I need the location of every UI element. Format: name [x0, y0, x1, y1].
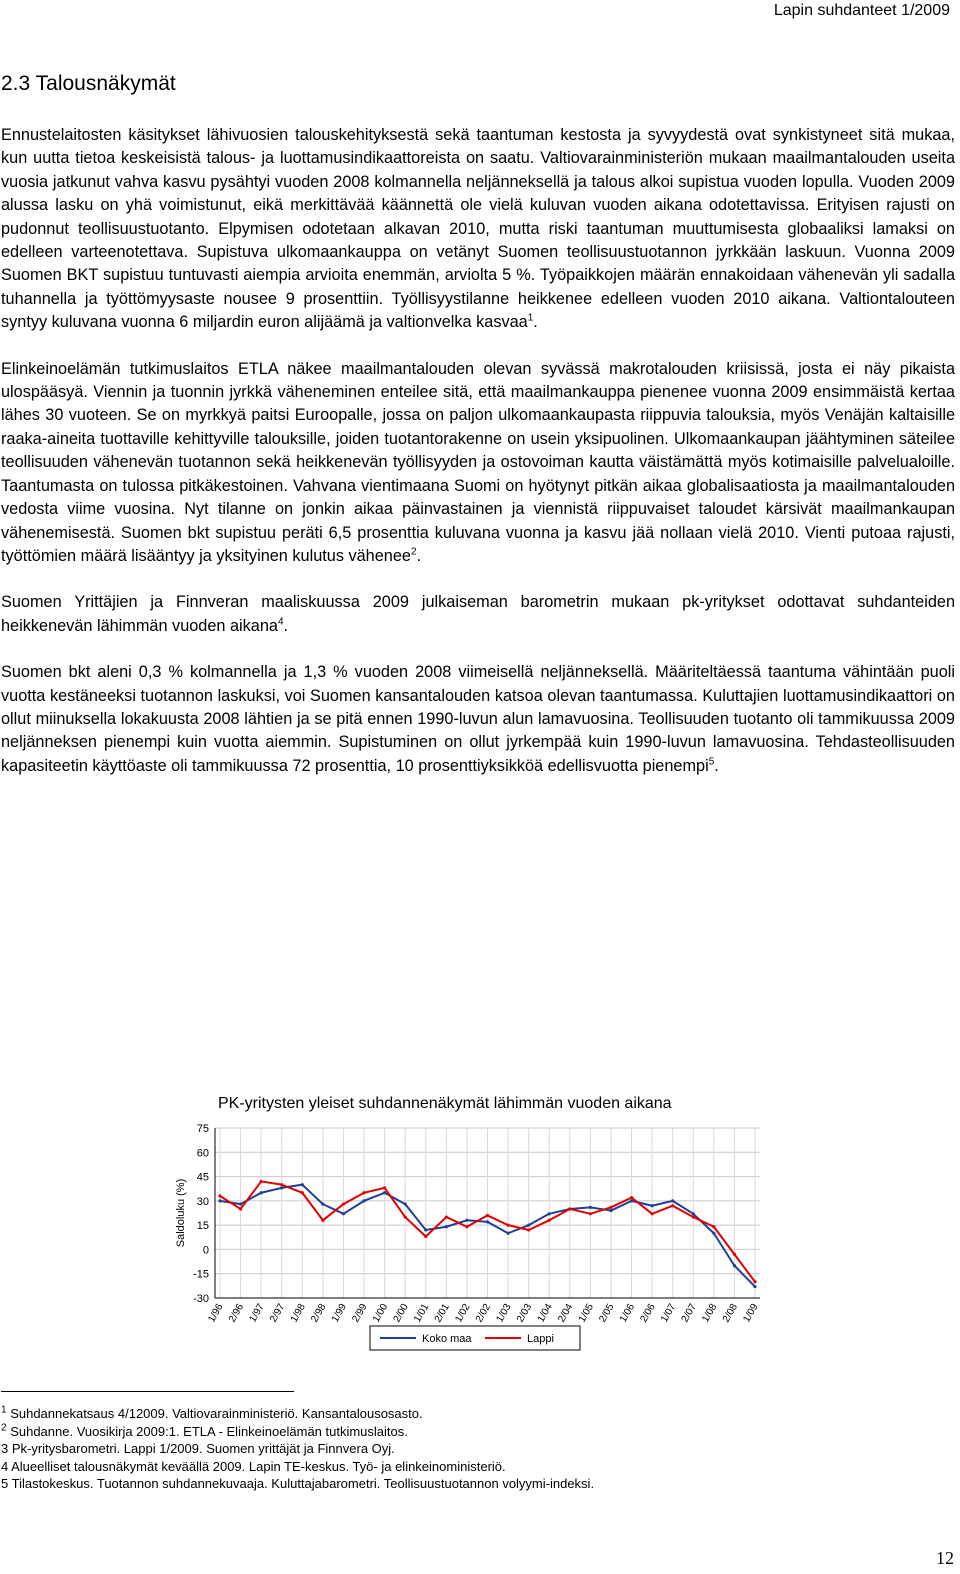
page-number: 12: [936, 1548, 954, 1568]
x-tick-label: 2/01: [432, 1302, 452, 1325]
x-tick-label: 1/02: [453, 1302, 473, 1325]
body-text: [1, 124, 955, 801]
x-tick-label: 1/04: [535, 1302, 555, 1325]
paragraph: [1, 358, 955, 569]
x-tick-label: 2/06: [638, 1302, 658, 1325]
data-point: [280, 1183, 283, 1186]
data-point: [321, 1202, 324, 1205]
footnote-ref: 1: [527, 312, 534, 324]
x-tick-label: 1/09: [741, 1302, 761, 1325]
y-tick-label: 75: [196, 1123, 209, 1135]
data-point: [753, 1280, 756, 1283]
data-point: [424, 1235, 427, 1238]
paragraph: [1, 661, 955, 778]
x-tick-label: 1/03: [494, 1302, 514, 1325]
x-tick-label: 2/04: [556, 1302, 576, 1325]
footnote-number: 1: [1, 1404, 7, 1416]
data-point: [342, 1202, 345, 1205]
chart-canvas: [170, 1090, 770, 1370]
x-tick-label: 2/98: [309, 1302, 329, 1325]
data-point: [692, 1215, 695, 1218]
x-tick-label: 1/05: [576, 1302, 596, 1325]
y-tick-label: 0: [202, 1244, 209, 1257]
footnotes: [1, 1405, 594, 1493]
paragraph-text: Suomen Yrittäjien ja Finnveran maaliskuussa 2009 julkaiseman barometrin mukaan pk-yritykset odottavat suhdanteiden heikkenevän lähimmän vuoden aikana: [1, 593, 955, 635]
footnote-number: 2: [1, 1422, 7, 1434]
x-tick-label: 1/01: [412, 1302, 432, 1325]
data-point: [671, 1204, 674, 1207]
footnote: [1, 1475, 594, 1493]
data-point: [362, 1199, 365, 1202]
x-tick-label: 1/00: [370, 1302, 391, 1325]
paragraph-text: Elinkeinoelämän tutkimuslaitos ETLA näkee maailmantalouden olevan syvässä makrotalouden kriisissä, josta ei näy pikaista ulospääsyä. Viennin ja tuonnin jyrkkä väheneminen enteilee sitä, että maailmankauppa pienenee vuonna 2009 ensimmäistä kertaa lähes 30 vuoteen. Se on myrkkyä paitsi Euroopalle, jossa on paljon ulkomaankaupasta riippuvia talouksia, myös Venäjän kaltaisille raaka-aineita tuottaville kehittyville talouksille, joiden tuotantorakenne on usein yksipuolinen. Ulkomaankaupan jäähtyminen säteilee teollisuuden vähenevän tuotannon sekä heikkenevän työllisyyden ja ostovoiman kautta väistämättä myös kotimaisille palvelualoille. Taantumasta on tulossa pitkäkestoinen. Vahvana vientimaana Suomi on hyötynyt pitkän aikaa globalisaatiosta ja maailmantalouden vedosta viime vuosina. Nyt tilanne on jonkin aikaa päinvastainen ja viennistä riippuvaiset taloudet kärsivät maailmankaupan vähenemisestä. Suomen bkt supistuu peräti 6,5 prosenttia kuluvana vuonna ja kasvu jää nollaan vielä 2010. Vienti putoaa rajusti, työttömien määrä lisääntyy ja yksityinen kulutus vähenee: [1, 359, 955, 565]
x-tick-label: 2/99: [350, 1302, 370, 1325]
x-tick-label: 1/08: [700, 1302, 720, 1325]
data-point: [630, 1196, 633, 1199]
x-tick-label: 2/00: [391, 1302, 411, 1325]
data-point: [239, 1207, 242, 1210]
x-tick-label: 1/06: [617, 1302, 638, 1325]
data-point: [609, 1209, 612, 1212]
data-point: [383, 1186, 386, 1189]
data-point: [321, 1219, 324, 1222]
data-point: [651, 1204, 654, 1207]
footnote: [1, 1405, 594, 1423]
data-point: [383, 1191, 386, 1194]
data-point: [465, 1225, 468, 1228]
footnote-ref: 5: [708, 756, 715, 768]
data-point: [404, 1215, 407, 1218]
data-point: [486, 1220, 489, 1223]
paragraph-text: Ennustelaitosten käsitykset lähivuosien talouskehityksestä sekä taantuman kestosta ja syvyydestä ovat synkistyneet sitä mukaa, kun uutta tietoa keskeisistä talous- ja luottamusindikaattoreista on saatu. Valtiovarainministeriön mukaan maailmantalouden useita vuosia jatkunut vahva kasvu pysähtyi vuoden 2008 kolmannella neljänneksellä ja talous alkoi supistua vuoden lopulla. Vuoden 2009 alussa lasku on yhä voimistunut, eikä merkittävää käännettä ole vielä kuluvan vuoden aikana odotettavissa. Erityisen rajusti on pudonnut teollisuustuotanto. Elpymisen odotetaan alkavan 2010, mutta riski taantuman muuttumisesta globaaliksi lamaksi on edelleen varteenotettava. Supistuva ulkomaankauppa on vetänyt Suomen teollisuustuotannon jyrkkään laskuun. Vuonna 2009 Suomen BKT supistuu tuntuvasti aiempia arvioita enemmän, arviolta 5 %. Työpaikkojen määrän ennakoidaan vähenevän yli sadalla tuhannella ja työttömyysaste nousee 9 prosenttiin. Työllisyystilanne heikkenee edelleen vuoden 2010 aikana. Valtiontalouteen syntyy kuluvana vuonna 6 miljardin euron alijäämä ja valtionvelka kasvaa: [1, 126, 955, 332]
section-title: 2.3 Talousnäkymät: [1, 72, 176, 95]
data-point: [445, 1215, 448, 1218]
y-tick-label: -30: [193, 1293, 209, 1305]
footnote-text: 3 Pk-yritysbarometri. Lappi 1/2009. Suomen yrittäjät ja Finnvera Oyj.: [1, 1441, 395, 1456]
paragraph: [1, 591, 955, 638]
data-point: [733, 1253, 736, 1256]
data-point: [753, 1285, 756, 1288]
x-tick-label: 2/07: [679, 1302, 699, 1325]
x-tick-label: 2/02: [473, 1302, 494, 1325]
footnote: [1, 1423, 594, 1441]
x-tick-label: 1/99: [329, 1302, 350, 1325]
footnote-text: 4 Alueelliset talousnäkymät keväällä 2009. Lapin TE-keskus. Työ- ja elinkeinoministeriö.: [1, 1458, 506, 1474]
data-point: [260, 1180, 263, 1183]
x-tick-label: 2/03: [514, 1302, 535, 1325]
line-chart: [170, 1090, 770, 1370]
footnote-text: Suhdanne. Vuosikirja 2009:1. ETLA - Elinkeinoelämän tutkimuslaitos.: [10, 1423, 408, 1439]
paragraph-text: Suomen bkt aleni 0,3 % kolmannella ja 1,3 % vuoden 2008 viimeisellä neljänneksellä. Määriteltäessä taantuma vähintään puoli vuotta kestäneeksi tuotannon laskuksi, voi Suomen kansantalouden katsoa olevan taantumassa. Kuluttajien luottamusindikaattori on ollut miinuksella lokakuusta 2008 lähtien ja se pitä ennen 1990-luvun alun lamavuosina. Teollisuuden tuotanto oli tammikuussa 2009 neljänneksen pienempi kuin vuotta aiemmin. Supistuminen on ollut jyrkempää kuin 1990-luvun lamavuosina. Tehdasteollisuuden kapasiteetin käyttöaste oli tammikuussa 72 prosenttia, 10 prosenttiyksikköä edellisvuotta pienempi: [1, 663, 955, 775]
data-point: [465, 1219, 468, 1222]
footnote-text: Suhdannekatsaus 4/12009. Valtiovarainministeriö. Kansantalousosasto.: [10, 1406, 423, 1421]
data-point: [486, 1214, 489, 1217]
data-point: [671, 1199, 674, 1202]
chart-title: PK-yritysten yleiset suhdannenäkymät lähimmän vuoden aikana: [218, 1095, 672, 1112]
data-point: [589, 1212, 592, 1215]
y-tick-label: 15: [196, 1220, 209, 1233]
paragraph: [1, 124, 955, 335]
legend-label: Koko maa: [422, 1333, 472, 1345]
footnote-ref: 4: [277, 616, 284, 628]
x-tick-label: 1/07: [659, 1302, 679, 1325]
data-point: [548, 1219, 551, 1222]
y-tick-label: 30: [196, 1195, 209, 1208]
data-point: [527, 1224, 530, 1227]
data-point: [239, 1202, 242, 1205]
x-tick-label: 2/97: [268, 1302, 288, 1325]
data-point: [506, 1224, 509, 1227]
data-point: [218, 1194, 221, 1197]
data-point: [548, 1212, 551, 1215]
y-tick-label: 45: [196, 1171, 209, 1184]
data-point: [568, 1207, 571, 1210]
running-header: Lapin suhdanteet 1/2009: [773, 2, 950, 19]
footnote-divider: [1, 1391, 294, 1392]
footnote: [1, 1458, 594, 1476]
data-point: [342, 1212, 345, 1215]
x-tick-label: 1/97: [247, 1302, 267, 1325]
data-point: [218, 1199, 221, 1202]
data-point: [301, 1191, 304, 1194]
paragraph-end: .: [714, 756, 719, 775]
x-tick-label: 2/08: [720, 1302, 741, 1325]
data-point: [424, 1228, 427, 1231]
y-axis-label: Saldoluku (%): [175, 1178, 187, 1248]
x-tick-label: 2/96: [226, 1302, 247, 1325]
data-point: [733, 1264, 736, 1267]
data-point: [301, 1183, 304, 1186]
data-point: [260, 1191, 263, 1194]
footnote-text: 5 Tilastokeskus. Tuotannon suhdannekuvaaja. Kuluttajabarometri. Teollisuustuotannon volyymi-indeksi.: [1, 1476, 595, 1491]
x-tick-label: 2/05: [597, 1302, 617, 1325]
x-tick-label: 1/96: [206, 1302, 226, 1325]
data-point: [527, 1228, 530, 1231]
data-point: [280, 1186, 283, 1189]
data-point: [651, 1212, 654, 1215]
footnote: [1, 1440, 594, 1458]
data-point: [712, 1232, 715, 1235]
footnote-ref: 2: [410, 546, 417, 558]
x-tick-label: 1/98: [288, 1302, 308, 1325]
paragraph-end: .: [416, 546, 422, 565]
data-point: [404, 1202, 407, 1205]
paragraph-end: .: [283, 616, 289, 635]
y-tick-label: 60: [196, 1147, 209, 1160]
data-point: [362, 1191, 365, 1194]
data-point: [609, 1206, 612, 1209]
paragraph-end: .: [533, 313, 538, 332]
data-point: [589, 1206, 592, 1209]
legend-label: Lappi: [527, 1333, 554, 1345]
data-point: [692, 1212, 695, 1215]
data-point: [506, 1232, 509, 1235]
y-tick-label: -15: [193, 1268, 209, 1281]
data-point: [712, 1225, 715, 1228]
data-point: [445, 1225, 448, 1228]
